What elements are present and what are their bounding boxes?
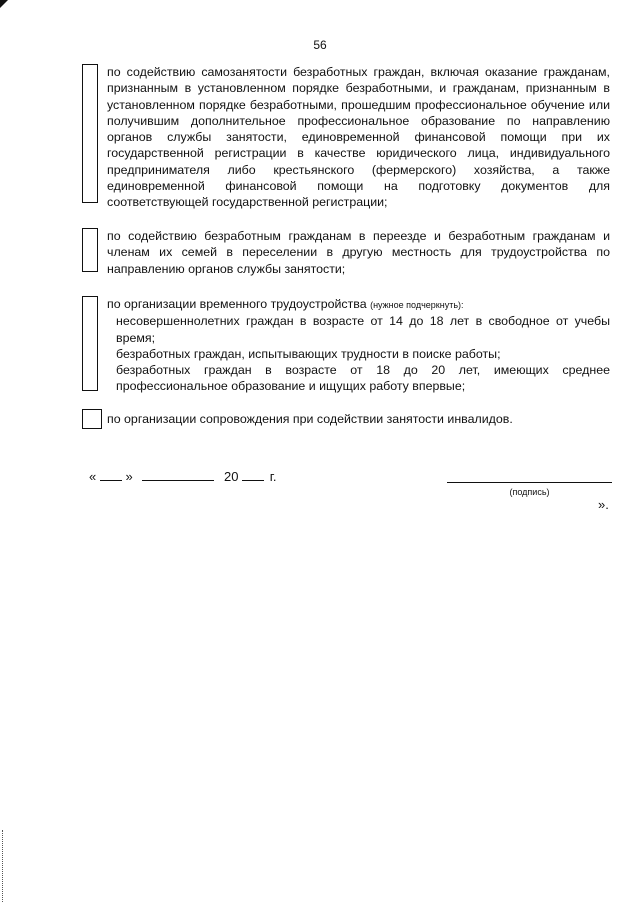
item-bullet <box>107 346 116 362</box>
temporary-item-graduates: безработных граждан в возрасте от 18 до 20 лет, имеющих среднее профессиональное образование и ищущих работу впервые; <box>116 363 610 394</box>
option-checkbox-relocation[interactable] <box>82 228 98 272</box>
option-checkbox-self-employment[interactable] <box>82 64 98 203</box>
section-disabled-support <box>82 409 610 429</box>
item-bullet <box>107 313 116 346</box>
date-field <box>89 469 276 484</box>
option-checkbox-temporary-employment[interactable] <box>82 296 98 391</box>
closing-quote: ». <box>598 497 609 512</box>
section-disabled-support-text: по организации сопровождения при содействии занятости инвалидов. <box>107 412 513 426</box>
date-open-quote: « <box>89 469 97 484</box>
temporary-employment-title-text: по организации временного трудоустройства <box>107 297 367 311</box>
list-item[interactable] <box>107 362 610 395</box>
section-relocation-text: по содействию безработным гражданам в переезде и безработным гражданам и членам их семей в переселении в другую местность для трудоустройства по направлению органов службы занятости; <box>107 229 610 276</box>
page-number: 56 <box>313 38 327 52</box>
date-year-prefix: 20 <box>223 469 239 484</box>
binding-corner-mark <box>0 0 8 8</box>
temporary-item-difficulties: безработных граждан, испытывающих трудности в поиске работы; <box>116 346 501 361</box>
option-checkbox-disabled-support[interactable] <box>82 409 102 429</box>
date-day-blank[interactable] <box>100 469 122 481</box>
section-temporary-employment <box>82 296 610 395</box>
list-item[interactable] <box>107 346 610 362</box>
temporary-employment-title <box>107 296 610 313</box>
underline-note: (нужное подчеркнуть): <box>370 300 464 310</box>
signature-caption: (подпись) <box>509 487 550 497</box>
section-relocation <box>82 228 610 277</box>
date-month-blank[interactable] <box>142 469 214 481</box>
section-self-employment <box>82 64 610 211</box>
list-item[interactable] <box>107 313 610 346</box>
date-year-blank[interactable] <box>242 469 264 481</box>
section-self-employment-text: по содействию самозанятости безработных граждан, включая оказание гражданам, признанным в установленном порядке безработными, и гражданам, признанным в установленном порядке безработными, прошедшим профессиональное обучение или получившим дополнительное профессиональное образование по направлению органов службы занятости, единовременной финансовой помощи при их государственной регистрации в качестве юридического лица, индивидуального предпринимателя либо крестьянского (фермерского) хозяйства, а также единовременной финансовой помощи на подготовку документов для соответствующей государственной регистрации; <box>107 65 610 210</box>
signature-line[interactable] <box>447 482 612 483</box>
item-bullet <box>107 362 116 395</box>
temporary-item-minors: несовершеннолетних граждан в возрасте от 14 до 18 лет в свободное от учебы время; <box>116 314 610 345</box>
scan-edge-marks <box>2 830 5 902</box>
date-year-suffix: г. <box>269 469 277 484</box>
date-close-quote: » <box>125 469 133 484</box>
